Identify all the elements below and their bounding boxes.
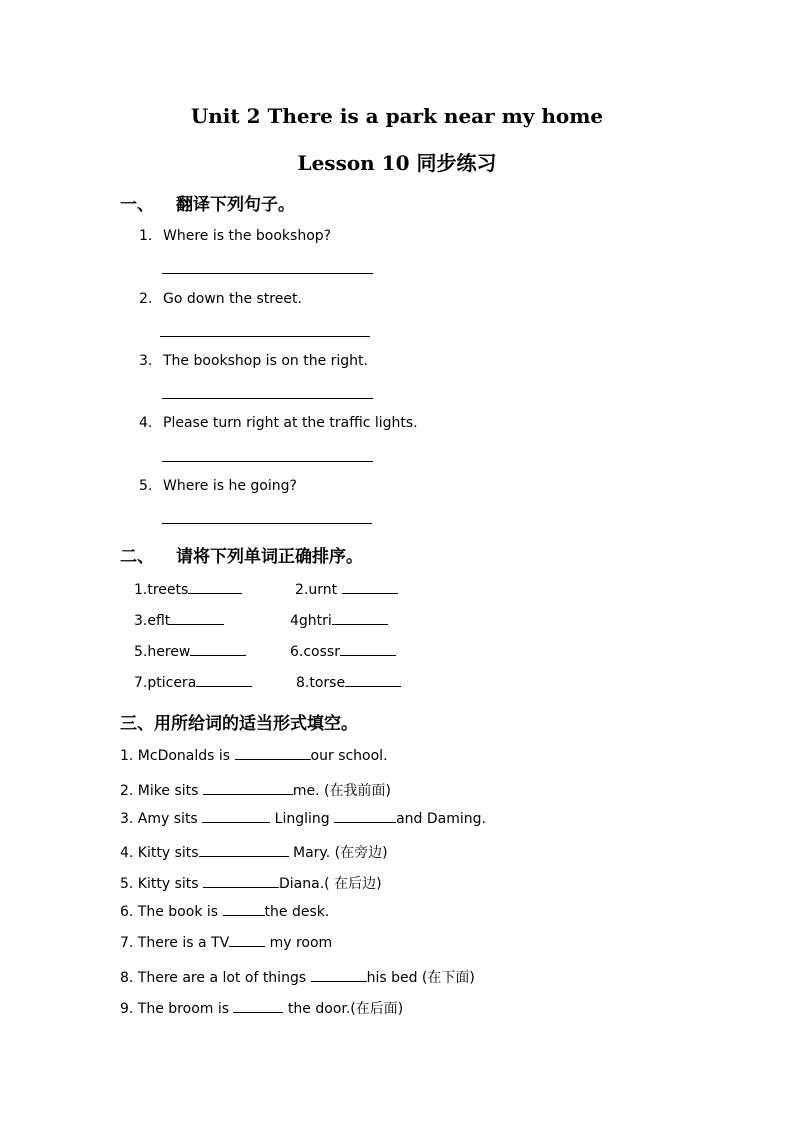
scrambled-word-7: 7.pticera	[134, 675, 252, 691]
section-1-number: 一、	[120, 195, 154, 215]
item-number: 4.	[139, 415, 153, 431]
section-2-heading	[120, 542, 363, 567]
scrambled-word-8: 8.torse	[296, 675, 401, 691]
fill-blank[interactable]	[203, 876, 279, 888]
fill-item-5: 5. Kitty sits Diana.( 在后边)	[120, 876, 382, 892]
fill-blank[interactable]	[233, 1001, 283, 1013]
fill-blank[interactable]	[311, 970, 367, 982]
fill-item-2: 2. Mike sits me. (在我前面)	[120, 783, 391, 799]
fill-item-8: 8. There are a lot of things his bed (在下面)	[120, 970, 475, 986]
item-sentence: Where is the bookshop?	[163, 228, 332, 244]
fill-blank[interactable]	[334, 811, 396, 823]
fill-blank[interactable]	[203, 783, 293, 795]
word-blank[interactable]	[345, 675, 401, 687]
fill-blank[interactable]	[223, 904, 265, 916]
section-2-number: 二、	[120, 547, 154, 567]
scrambled-word-6: 6.cossr	[290, 644, 396, 660]
answer-line-3[interactable]	[162, 398, 373, 399]
worksheet-title: Unit 2 There is a park near my home	[190, 104, 604, 128]
fill-blank[interactable]	[235, 748, 311, 760]
fill-blank[interactable]	[229, 935, 265, 947]
fill-item-3: 3. Amy sits Lingling and Daming.	[120, 811, 486, 827]
fill-item-7: 7. There is a TV my room	[120, 935, 333, 951]
fill-item-1: 1. McDonalds is our school.	[120, 748, 388, 764]
translate-item-5	[139, 478, 297, 494]
item-number: 2.	[139, 291, 153, 307]
translate-item-3	[139, 353, 368, 369]
item-sentence: Go down the street.	[163, 291, 302, 307]
answer-line-5[interactable]	[162, 523, 372, 524]
fill-blank[interactable]	[199, 845, 289, 857]
item-sentence: Please turn right at the traffic lights.	[163, 415, 418, 431]
word-blank[interactable]	[190, 644, 246, 656]
section-2-title: 请将下列单词正确排序。	[176, 547, 363, 567]
translate-item-1	[139, 228, 332, 244]
section-1-heading	[120, 190, 295, 215]
item-number: 5.	[139, 478, 153, 494]
answer-line-4[interactable]	[162, 461, 373, 462]
word-blank[interactable]	[332, 613, 388, 625]
scrambled-word-1: 1.treets	[134, 582, 242, 598]
scrambled-word-5: 5.herew	[134, 644, 246, 660]
fill-blank[interactable]	[202, 811, 270, 823]
fill-item-4: 4. Kitty sits Mary. (在旁边)	[120, 845, 388, 861]
fill-item-6: 6. The book is the desk.	[120, 904, 330, 920]
fill-item-9: 9. The broom is the door.(在后面)	[120, 1001, 404, 1017]
scrambled-word-2: 2.urnt	[295, 582, 398, 598]
word-blank[interactable]	[342, 582, 398, 594]
section-3-heading	[120, 709, 358, 734]
item-number: 1.	[139, 228, 153, 244]
word-blank[interactable]	[170, 613, 224, 625]
word-blank[interactable]	[340, 644, 396, 656]
translate-item-4	[139, 415, 418, 431]
item-sentence: The bookshop is on the right.	[163, 353, 368, 369]
section-1-title: 翻译下列句子。	[176, 195, 295, 215]
word-blank[interactable]	[196, 675, 252, 687]
answer-line-2[interactable]	[160, 336, 370, 337]
scrambled-word-4: 4ghtri	[290, 613, 388, 629]
scrambled-word-3: 3.eflt	[134, 613, 224, 629]
section-3-title: 三、用所给词的适当形式填空。	[120, 714, 358, 734]
translate-item-2	[139, 291, 302, 307]
answer-line-1[interactable]	[162, 273, 373, 274]
item-number: 3.	[139, 353, 153, 369]
worksheet-subtitle: Lesson 10 同步练习	[297, 151, 497, 175]
word-blank[interactable]	[188, 582, 242, 594]
item-sentence: Where is he going?	[163, 478, 297, 494]
